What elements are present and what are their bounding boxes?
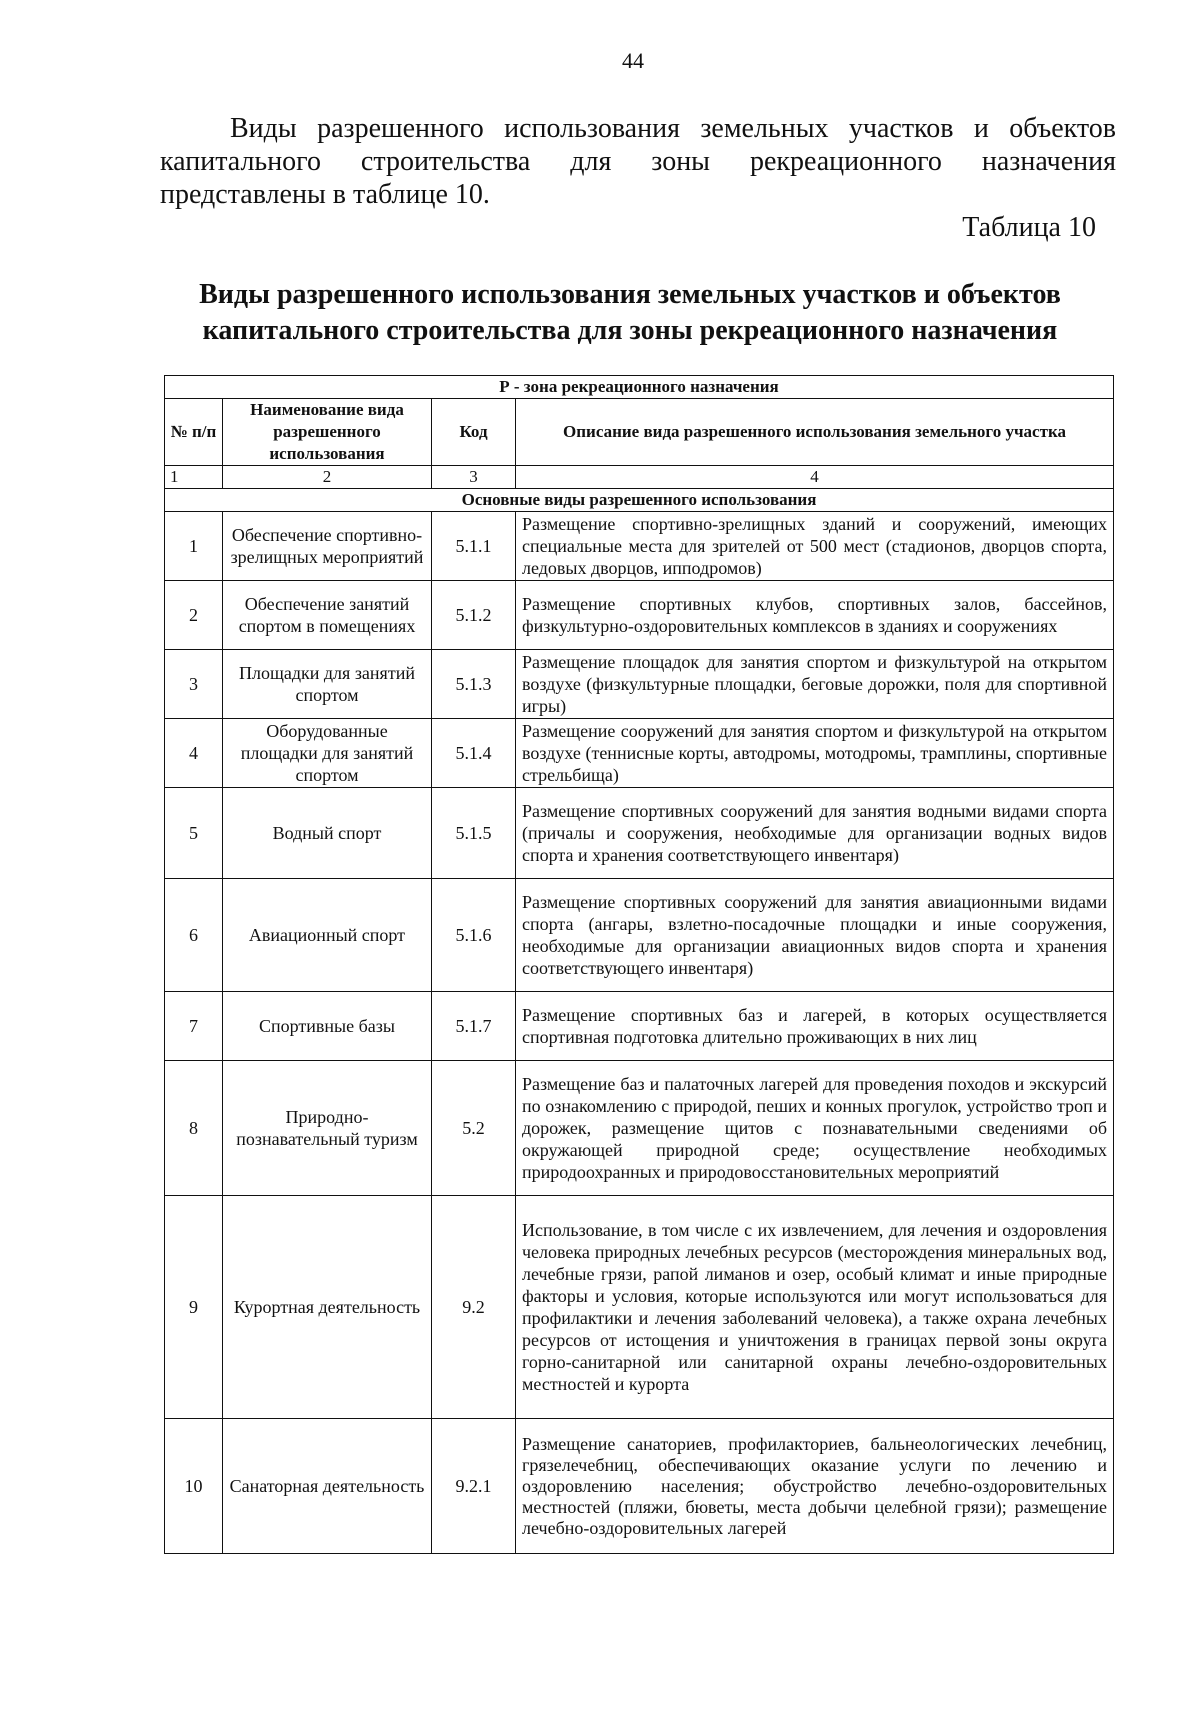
table-row	[165, 512, 1114, 581]
row-num: 10	[165, 1419, 223, 1554]
row-desc: Использование, в том числе с их извлечением, для лечения и оздоровления человека природных лечебных ресурсов (месторождения минеральных вод, лечебные грязи, рапой лиманов и озер, особый климат и иные природные факторы и условия, которые используются или могут использоваться для профилактики и лечения заболеваний человека), а также охрана лечебных ресурсов от истощения и уничтожения в границах первой зоны округа горно-санитарной или санитарной охраны лечебно-оздоровительных местностей и курорта	[516, 1196, 1114, 1419]
row-code: 5.1.4	[432, 719, 516, 788]
row-num: 9	[165, 1196, 223, 1419]
table-body	[165, 376, 1114, 1554]
row-num: 6	[165, 879, 223, 992]
table-row	[165, 992, 1114, 1061]
intro-paragraph: Виды разрешенного использования земельных участков и объектов капитального строительства для зоны рекреационного назначения представлены в таблице 10.	[160, 113, 1116, 210]
row-name: Площадки для занятий спортом	[223, 650, 432, 719]
table-title-line-1: Виды разрешенного использования земельных участков и объектов	[199, 279, 1061, 310]
table-row	[165, 719, 1114, 788]
row-desc: Размещение санаториев, профилакториев, бальнеологических лечебниц, грязелечебниц, обеспечивающих оказание услуги по лечению и оздоровлению населения; обустройство лечебно-оздоровительных местностей (пляжи, бюветы, места добычи целебной грязи); размещение лечебно-оздоровительных лагерей	[516, 1419, 1114, 1554]
row-code: 5.1.1	[432, 512, 516, 581]
row-num: 7	[165, 992, 223, 1061]
table-row	[165, 1061, 1114, 1196]
column-number: 1	[165, 466, 223, 489]
row-code: 5.1.6	[432, 879, 516, 992]
row-desc: Размещение спортивно-зрелищных зданий и сооружений, имеющих специальные места для зрителей от 500 мест (стадионов, дворцов спорта, ледовых дворцов, ипподромов)	[516, 512, 1114, 581]
zone-header-cell: Р - зона рекреационного назначения	[165, 376, 1114, 399]
row-code: 5.1.2	[432, 581, 516, 650]
column-number: 4	[516, 466, 1114, 489]
row-num: 4	[165, 719, 223, 788]
row-name: Обеспечение спортивно-зрелищных мероприятий	[223, 512, 432, 581]
page-number: 44	[622, 48, 644, 73]
header-code: Код	[432, 399, 516, 466]
row-desc: Размещение сооружений для занятия спортом и физкультурой на открытом воздухе (теннисные корты, автодромы, мотодромы, трамплины, спортивные стрельбища)	[516, 719, 1114, 788]
column-number: 3	[432, 466, 516, 489]
table-row	[165, 581, 1114, 650]
column-header-row	[165, 399, 1114, 466]
row-name: Курортная деятельность	[223, 1196, 432, 1419]
table-row	[165, 879, 1114, 992]
row-code: 9.2.1	[432, 1419, 516, 1554]
row-desc: Размещение спортивных клубов, спортивных залов, бассейнов, физкультурно-оздоровительных комплексов в зданиях и сооружениях	[516, 581, 1114, 650]
table-row	[165, 1196, 1114, 1419]
row-name: Санаторная деятельность	[223, 1419, 432, 1554]
table-title-line-2: капитального строительства для зоны рекреационного назначения	[202, 315, 1058, 346]
section-header-cell: Основные виды разрешенного использования	[165, 489, 1114, 512]
row-desc: Размещение спортивных сооружений для занятия авиационными видами спорта (ангары, взлетно-посадочные площадки и иные сооружения, необходимые для организации авиационных видов спорта и хранения соответствующего инвентаря)	[516, 879, 1114, 992]
row-desc: Размещение спортивных баз и лагерей, в которых осуществляется спортивная подготовка длительно проживающих в них лиц	[516, 992, 1114, 1061]
row-name: Природно-познавательный туризм	[223, 1061, 432, 1196]
table-label: Таблица 10	[962, 212, 1096, 243]
row-num: 5	[165, 788, 223, 879]
row-code: 5.1.5	[432, 788, 516, 879]
column-number-row	[165, 466, 1114, 489]
row-code: 5.1.3	[432, 650, 516, 719]
table-row	[165, 650, 1114, 719]
row-desc: Размещение площадок для занятия спортом и физкультурой на открытом воздухе (физкультурные площадки, беговые дорожки, поля для спортивной игры)	[516, 650, 1114, 719]
row-name: Спортивные базы	[223, 992, 432, 1061]
land-use-table	[164, 375, 1114, 1554]
row-num: 2	[165, 581, 223, 650]
table-row	[165, 788, 1114, 879]
row-num: 1	[165, 512, 223, 581]
row-name: Водный спорт	[223, 788, 432, 879]
row-code: 5.2	[432, 1061, 516, 1196]
row-name: Оборудованные площадки для занятий спортом	[223, 719, 432, 788]
section-header-row	[165, 489, 1114, 512]
row-name: Авиационный спорт	[223, 879, 432, 992]
table-row	[165, 1419, 1114, 1554]
row-desc: Размещение спортивных сооружений для занятия водными видами спорта (причалы и сооружения, необходимые для организации водных видов спорта и хранения соответствующего инвентаря)	[516, 788, 1114, 879]
row-code: 5.1.7	[432, 992, 516, 1061]
row-name: Обеспечение занятий спортом в помещениях	[223, 581, 432, 650]
row-num: 8	[165, 1061, 223, 1196]
row-num: 3	[165, 650, 223, 719]
column-number: 2	[223, 466, 432, 489]
header-desc: Описание вида разрешенного использования земельного участка	[516, 399, 1114, 466]
header-num: № п/п	[165, 399, 223, 466]
header-name: Наименование вида разрешенного использования	[223, 399, 432, 466]
zone-header-row	[165, 376, 1114, 399]
row-code: 9.2	[432, 1196, 516, 1419]
row-desc: Размещение баз и палаточных лагерей для проведения походов и экскурсий по ознакомлению с природой, пеших и конных прогулок, устройство троп и дорожек, размещение щитов с познавательными сведениями об окружающей природной среде; осуществление необходимых природоохранных и природовосстановительных мероприятий	[516, 1061, 1114, 1196]
table-title	[140, 277, 1120, 349]
